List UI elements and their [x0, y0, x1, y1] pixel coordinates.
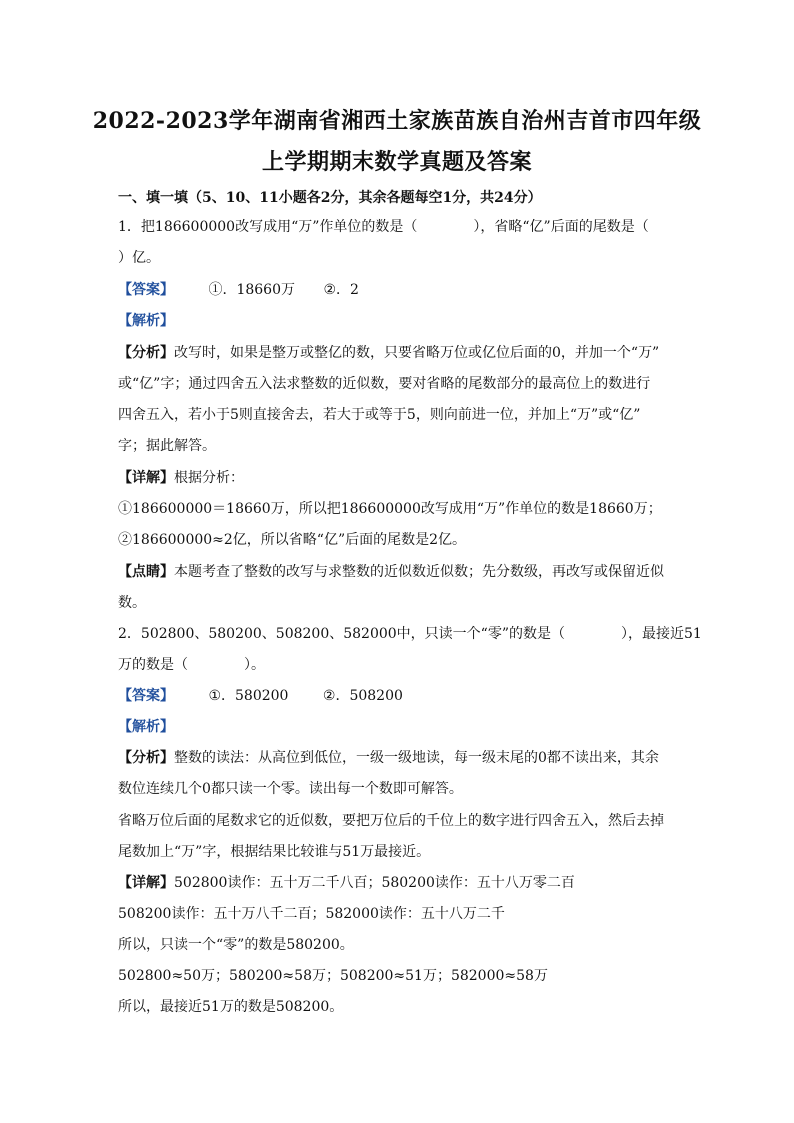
- q1-xiangjie-line-1: ①186600000＝18660万，所以把186600000改写成用“万”作单位的数是18660万；: [118, 501, 662, 517]
- q2-answer-1: ①．580200: [208, 688, 289, 704]
- q1-answer-row: [118, 280, 678, 300]
- q2-xiangjie-line-1: [118, 873, 678, 893]
- q1-fenxi-line-1: [118, 343, 678, 363]
- q1-fenxi-text-1: 改写时，如果是整万或整亿的数，只要省略万位或亿位后面的0，并加一个“万”: [174, 345, 660, 361]
- q1-text-line-2: ）亿。: [118, 250, 160, 266]
- q1-xiangjie-text-0: 根据分析：: [174, 470, 244, 486]
- q2-xiangjie-line-5: 所以，最接近51万的数是508200。: [118, 999, 344, 1015]
- q2-xiangjie-text-1: 502800读作：五十万二千八百；580200读作：五十八万零二百: [174, 875, 575, 891]
- q2-jiexi-tag: 【解析】: [118, 719, 174, 735]
- q2-xiangjie-line-2: 508200读作：五十万八千二百；582000读作：五十八万二千: [118, 906, 505, 922]
- q1-fenxi-line-2: 或“亿”字；通过四舍五入法求整数的近似数，要对省略的尾数部分的最高位上的数进行: [118, 376, 651, 392]
- q2-answer-2: ②．508200: [322, 688, 403, 704]
- q2-xiangjie-line-4: 502800≈50万；580200≈58万；508200≈51万；582000≈58万: [118, 968, 548, 984]
- q1-text-line-1: 1．把186600000改写成用“万”作单位的数是（ ），省略“亿”后面的尾数是（: [118, 219, 649, 235]
- q1-dianjing-line-2: 数。: [118, 595, 146, 611]
- q2-text-line-2: 万的数是（ ）。: [118, 657, 265, 673]
- q2-text-line-1: 2．502800、580200、508200、582000中，只读一个“零”的数是（ ），最接近51: [118, 626, 702, 642]
- q1-dianjing-line-1: [118, 562, 678, 582]
- q1-fenxi-line-4: 字；据此解答。: [118, 438, 216, 454]
- dianjing-tag: 【点睛】: [118, 564, 174, 580]
- q2-fenxi-line-2: 数位连续几个0都只读一个零。读出每一个数即可解答。: [118, 781, 463, 797]
- title-line-2: 上学期期末数学真题及答案: [261, 149, 532, 175]
- q1-answer-1: ①．18660万: [208, 282, 295, 298]
- fenxi-tag: 【分析】: [118, 345, 174, 361]
- q1-xiangjie-line-0: [118, 468, 678, 488]
- q1-jiexi-tag: 【解析】: [118, 313, 174, 329]
- answer-tag: 【答案】: [118, 688, 174, 704]
- fenxi-tag: 【分析】: [118, 750, 174, 766]
- xiangjie-tag: 【详解】: [118, 470, 174, 486]
- q2-paragraph-line-2: 尾数加上“万”字，根据结果比较谁与51万最接近。: [118, 844, 431, 860]
- q1-xiangjie-line-2: ②186600000≈2亿，所以省略“亿”后面的尾数是2亿。: [118, 532, 467, 548]
- xiangjie-tag: 【详解】: [118, 875, 174, 891]
- q2-xiangjie-line-3: 所以，只读一个“零”的数是580200。: [118, 937, 354, 953]
- q2-paragraph-line-1: 省略万位后面的尾数求它的近似数，要把万位后的千位上的数字进行四舍五入，然后去掉: [118, 813, 664, 829]
- section-heading: 一、填一填（5、10、11小题各2分，其余各题每空1分，共24分）: [118, 190, 542, 206]
- q1-answer-2: ②．2: [323, 282, 359, 298]
- q2-answer-row: [118, 686, 678, 706]
- q1-dianjing-text-1: 本题考查了整数的改写与求整数的近似数近似数；先分数级，再改写或保留近似: [174, 564, 664, 580]
- answer-tag: 【答案】: [118, 282, 174, 298]
- q2-fenxi-text-1: 整数的读法：从高位到低位，一级一级地读，每一级末尾的0都不读出来，其余: [174, 750, 659, 766]
- q1-fenxi-line-3: 四舍五入，若小于5则直接舍去，若大于或等于5，则向前进一位，并加上“万”或“亿”: [118, 407, 641, 423]
- title-line-1: 2022-2023学年湖南省湘西土家族苗族自治州吉首市四年级: [92, 108, 702, 134]
- q2-fenxi-line-1: [118, 748, 678, 768]
